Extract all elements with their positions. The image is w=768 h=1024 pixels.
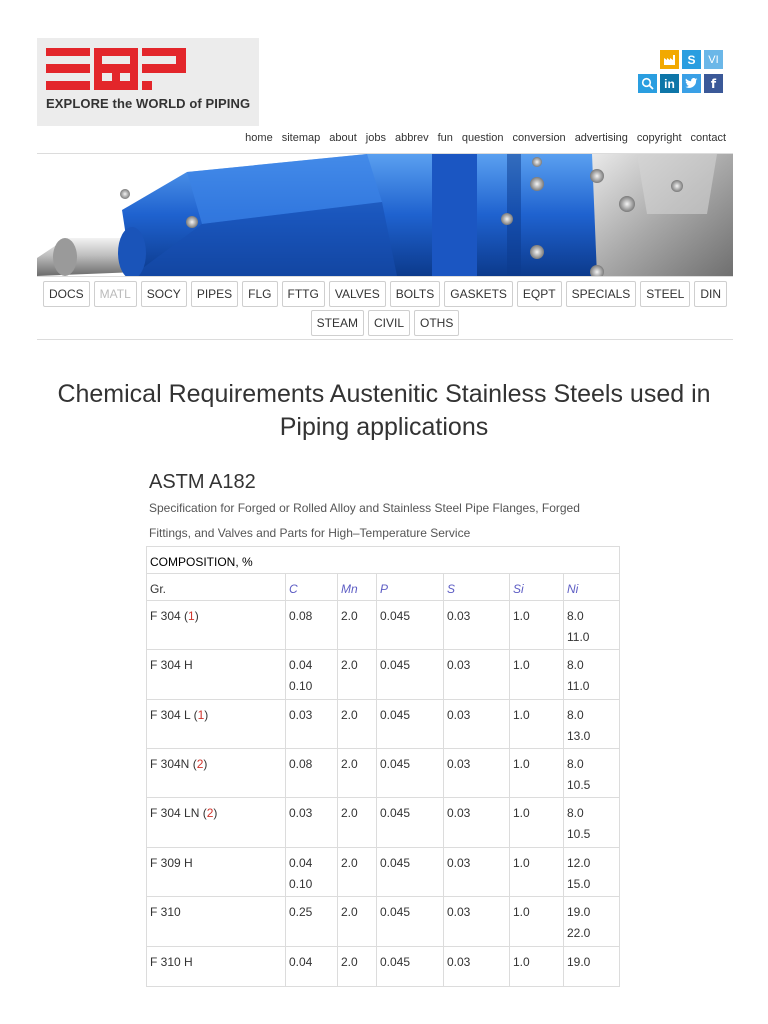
linkedin-label: in xyxy=(664,76,675,91)
grade-name: F 304 L xyxy=(150,708,191,722)
carbon-value: 0.04 xyxy=(289,856,313,870)
s-cell xyxy=(444,947,510,987)
nav-abbrev[interactable]: abbrev xyxy=(394,132,429,144)
nickel-value: 22.0 xyxy=(567,926,591,940)
footnote-link[interactable]: 2 xyxy=(196,757,204,771)
mn-cell xyxy=(338,947,377,987)
carbon-cell xyxy=(286,947,338,987)
nickel-value: 11.0 xyxy=(567,679,590,693)
standard-description: Specification for Forged or Rolled Alloy and Stainless Steel Pipe Flanges, Forged Fittings, and Valves and Parts for High–Temperature Service xyxy=(149,501,580,540)
s-cell xyxy=(444,601,510,650)
carbon-value: 0.03 xyxy=(289,806,313,820)
nickel-value: 8.0 xyxy=(567,757,584,771)
category-menu-row-1 xyxy=(37,281,733,307)
p-value: 0.045 xyxy=(380,708,411,722)
table-caption: COMPOSITION, % xyxy=(147,547,620,574)
si-cell xyxy=(510,700,564,749)
table-row xyxy=(147,798,620,848)
si-value: 1.0 xyxy=(513,806,530,820)
column-header-mn: Mn xyxy=(338,574,377,601)
composition-table xyxy=(146,546,620,987)
site-logo[interactable] xyxy=(37,38,259,126)
footnote-link[interactable]: 1 xyxy=(188,609,195,623)
table-row xyxy=(147,601,620,650)
s-link-label: S xyxy=(687,52,696,67)
nav-home[interactable]: home xyxy=(245,132,273,144)
nickel-value: 15.0 xyxy=(567,877,591,891)
si-cell xyxy=(510,749,564,798)
footnote-link[interactable]: 1 xyxy=(197,708,205,722)
carbon-value: 0.25 xyxy=(289,905,313,919)
carbon-value: 0.03 xyxy=(289,708,313,722)
s-value: 0.03 xyxy=(447,955,471,969)
nickel-cell xyxy=(564,700,620,749)
p-value: 0.045 xyxy=(380,806,411,820)
mn-cell xyxy=(338,700,377,749)
mn-cell xyxy=(338,798,377,848)
s-cell xyxy=(444,650,510,700)
p-value: 0.045 xyxy=(380,905,411,919)
hero-banner-image xyxy=(37,154,733,276)
nickel-value: 11.0 xyxy=(567,630,590,644)
carbon-cell xyxy=(286,700,338,749)
category-gaskets[interactable]: GASKETS xyxy=(444,281,513,307)
hero-divider xyxy=(37,276,733,277)
grade-cell: F 304 (1) xyxy=(147,601,286,650)
grade-name: F 304 LN xyxy=(150,806,200,820)
si-cell xyxy=(510,601,564,650)
nickel-value: 10.5 xyxy=(567,778,591,792)
carbon-cell xyxy=(286,897,338,947)
si-cell xyxy=(510,650,564,700)
nickel-cell xyxy=(564,848,620,897)
s-cell xyxy=(444,700,510,749)
column-header-grade: Gr. xyxy=(147,574,286,601)
carbon-cell xyxy=(286,848,338,897)
carbon-value: 0.04 xyxy=(289,658,313,672)
mn-value: 2.0 xyxy=(341,708,358,722)
nav-jobs[interactable]: jobs xyxy=(365,132,386,144)
s-value: 0.03 xyxy=(447,806,471,820)
grade-cell xyxy=(147,848,286,897)
p-cell xyxy=(377,897,444,947)
nickel-cell xyxy=(564,601,620,650)
category-oths[interactable]: OTHS xyxy=(414,310,459,336)
category-steel[interactable]: STEEL xyxy=(640,281,690,307)
s-cell xyxy=(444,798,510,848)
carbon-value: 0.10 xyxy=(289,679,313,693)
category-din[interactable]: DIN xyxy=(694,281,727,307)
nickel-cell xyxy=(564,798,620,848)
category-fttg[interactable]: FTTG xyxy=(282,281,325,307)
p-value: 0.045 xyxy=(380,757,411,771)
vi-link-label: VI xyxy=(708,53,719,66)
carbon-cell xyxy=(286,601,338,650)
mn-value: 2.0 xyxy=(341,955,358,969)
vi-link-button[interactable] xyxy=(704,50,723,69)
p-value: 0.045 xyxy=(380,856,411,870)
nav-sitemap[interactable]: sitemap xyxy=(281,132,321,144)
column-header-ni: Ni xyxy=(564,574,620,601)
carbon-value: 0.08 xyxy=(289,757,313,771)
s-value: 0.03 xyxy=(447,757,471,771)
factory-icon[interactable] xyxy=(660,50,679,69)
column-header-si: Si xyxy=(510,574,564,601)
p-cell xyxy=(377,947,444,987)
s-cell xyxy=(444,749,510,798)
category-menu-row-2 xyxy=(37,310,733,336)
category-eqpt[interactable]: EQPT xyxy=(517,281,562,307)
s-value: 0.03 xyxy=(447,856,471,870)
mn-value: 2.0 xyxy=(341,806,358,820)
s-value: 0.03 xyxy=(447,658,471,672)
footnote-link[interactable]: 2 xyxy=(206,806,214,820)
grade-name: F 304 H xyxy=(150,658,193,672)
grade-cell xyxy=(147,947,286,987)
si-value: 1.0 xyxy=(513,905,530,919)
p-value: 0.045 xyxy=(380,609,411,623)
nickel-cell xyxy=(564,897,620,947)
category-matl[interactable]: MATL xyxy=(94,281,137,307)
nav-copyright[interactable]: copyright xyxy=(636,132,682,144)
facebook-label: f xyxy=(710,76,717,91)
mn-cell xyxy=(338,848,377,897)
table-row xyxy=(147,848,620,897)
s-cell xyxy=(444,848,510,897)
table-header-row xyxy=(147,574,620,601)
p-cell xyxy=(377,601,444,650)
grade-name: F 310 H xyxy=(150,955,193,969)
ewp-logo-mark xyxy=(46,48,186,92)
p-cell xyxy=(377,798,444,848)
p-cell xyxy=(377,650,444,700)
grade-name: F 309 H xyxy=(150,856,193,870)
category-civil[interactable]: CIVIL xyxy=(368,310,410,336)
carbon-value: 0.10 xyxy=(289,877,313,891)
category-pipes[interactable]: PIPES xyxy=(191,281,238,307)
category-docs[interactable]: DOCS xyxy=(43,281,90,307)
si-value: 1.0 xyxy=(513,856,530,870)
mn-value: 2.0 xyxy=(341,905,358,919)
nav-about[interactable]: about xyxy=(329,132,357,144)
mn-cell xyxy=(338,601,377,650)
grade-cell: F 304 LN (2) xyxy=(147,798,286,848)
top-nav xyxy=(200,132,726,148)
si-cell xyxy=(510,798,564,848)
nickel-cell xyxy=(564,947,620,987)
grade-name: F 310 xyxy=(150,905,181,919)
carbon-value: 0.08 xyxy=(289,609,313,623)
table-row xyxy=(147,749,620,798)
nickel-value: 19.0 xyxy=(567,955,591,969)
mn-value: 2.0 xyxy=(341,658,358,672)
twitter-icon[interactable] xyxy=(682,74,701,93)
carbon-cell xyxy=(286,798,338,848)
table-row xyxy=(147,650,620,700)
s-link-button[interactable] xyxy=(682,50,701,69)
grade-cell: F 304N (2) xyxy=(147,749,286,798)
table-row xyxy=(147,700,620,749)
pump-illustration xyxy=(37,154,733,276)
si-cell xyxy=(510,848,564,897)
table-row xyxy=(147,947,620,987)
nav-advertising[interactable]: advertising xyxy=(574,132,628,144)
grade-name: F 304N xyxy=(150,757,190,771)
s-value: 0.03 xyxy=(447,609,471,623)
standard-heading: ASTM A182 xyxy=(149,471,256,493)
si-cell xyxy=(510,897,564,947)
si-value: 1.0 xyxy=(513,609,530,623)
carbon-cell xyxy=(286,650,338,700)
nickel-value: 8.0 xyxy=(567,609,584,623)
carbon-value: 0.04 xyxy=(289,955,313,969)
si-value: 1.0 xyxy=(513,955,530,969)
p-value: 0.045 xyxy=(380,955,411,969)
search-icon[interactable] xyxy=(638,74,657,93)
si-value: 1.0 xyxy=(513,757,530,771)
mn-value: 2.0 xyxy=(341,856,358,870)
facebook-icon[interactable] xyxy=(704,74,723,93)
si-value: 1.0 xyxy=(513,708,530,722)
category-bolts[interactable]: BOLTS xyxy=(390,281,440,307)
nickel-cell xyxy=(564,749,620,798)
social-links xyxy=(636,50,726,96)
grade-cell: F 304 L (1) xyxy=(147,700,286,749)
nickel-value: 8.0 xyxy=(567,806,584,820)
nav-fun[interactable]: fun xyxy=(437,132,453,144)
menu-divider xyxy=(37,339,733,340)
grade-name: F 304 xyxy=(150,609,181,623)
nav-question[interactable]: question xyxy=(461,132,504,144)
mn-cell xyxy=(338,650,377,700)
category-socy[interactable]: SOCY xyxy=(141,281,187,307)
nickel-value: 8.0 xyxy=(567,708,584,722)
grade-cell xyxy=(147,897,286,947)
column-header-p: P xyxy=(377,574,444,601)
si-cell xyxy=(510,947,564,987)
column-header-s: S xyxy=(444,574,510,601)
page-title: Chemical Requirements Austenitic Stainless Steels used in Piping applications xyxy=(57,380,711,441)
p-cell xyxy=(377,700,444,749)
nickel-cell xyxy=(564,650,620,700)
category-flg[interactable]: FLG xyxy=(242,281,277,307)
p-cell xyxy=(377,749,444,798)
nickel-value: 13.0 xyxy=(567,729,591,743)
mn-value: 2.0 xyxy=(341,609,358,623)
category-specials[interactable]: SPECIALS xyxy=(566,281,637,307)
nav-contact[interactable]: contact xyxy=(690,132,726,144)
s-value: 0.03 xyxy=(447,708,471,722)
nickel-value: 19.0 xyxy=(567,905,591,919)
nickel-value: 10.5 xyxy=(567,827,591,841)
table-row xyxy=(147,897,620,947)
nav-conversion[interactable]: conversion xyxy=(512,132,566,144)
linkedin-icon[interactable] xyxy=(660,74,679,93)
p-cell xyxy=(377,848,444,897)
site-tagline: EXPLORE the WORLD of PIPING xyxy=(46,96,251,111)
category-valves[interactable]: VALVES xyxy=(329,281,386,307)
category-steam[interactable]: STEAM xyxy=(311,310,364,336)
mn-cell xyxy=(338,897,377,947)
table-caption-row xyxy=(147,547,620,574)
s-value: 0.03 xyxy=(447,905,471,919)
p-value: 0.045 xyxy=(380,658,411,672)
nickel-value: 8.0 xyxy=(567,658,584,672)
carbon-cell xyxy=(286,749,338,798)
mn-cell xyxy=(338,749,377,798)
s-cell xyxy=(444,897,510,947)
column-header-c: C xyxy=(286,574,338,601)
si-value: 1.0 xyxy=(513,658,530,672)
nickel-value: 12.0 xyxy=(567,856,591,870)
mn-value: 2.0 xyxy=(341,757,358,771)
grade-cell xyxy=(147,650,286,700)
